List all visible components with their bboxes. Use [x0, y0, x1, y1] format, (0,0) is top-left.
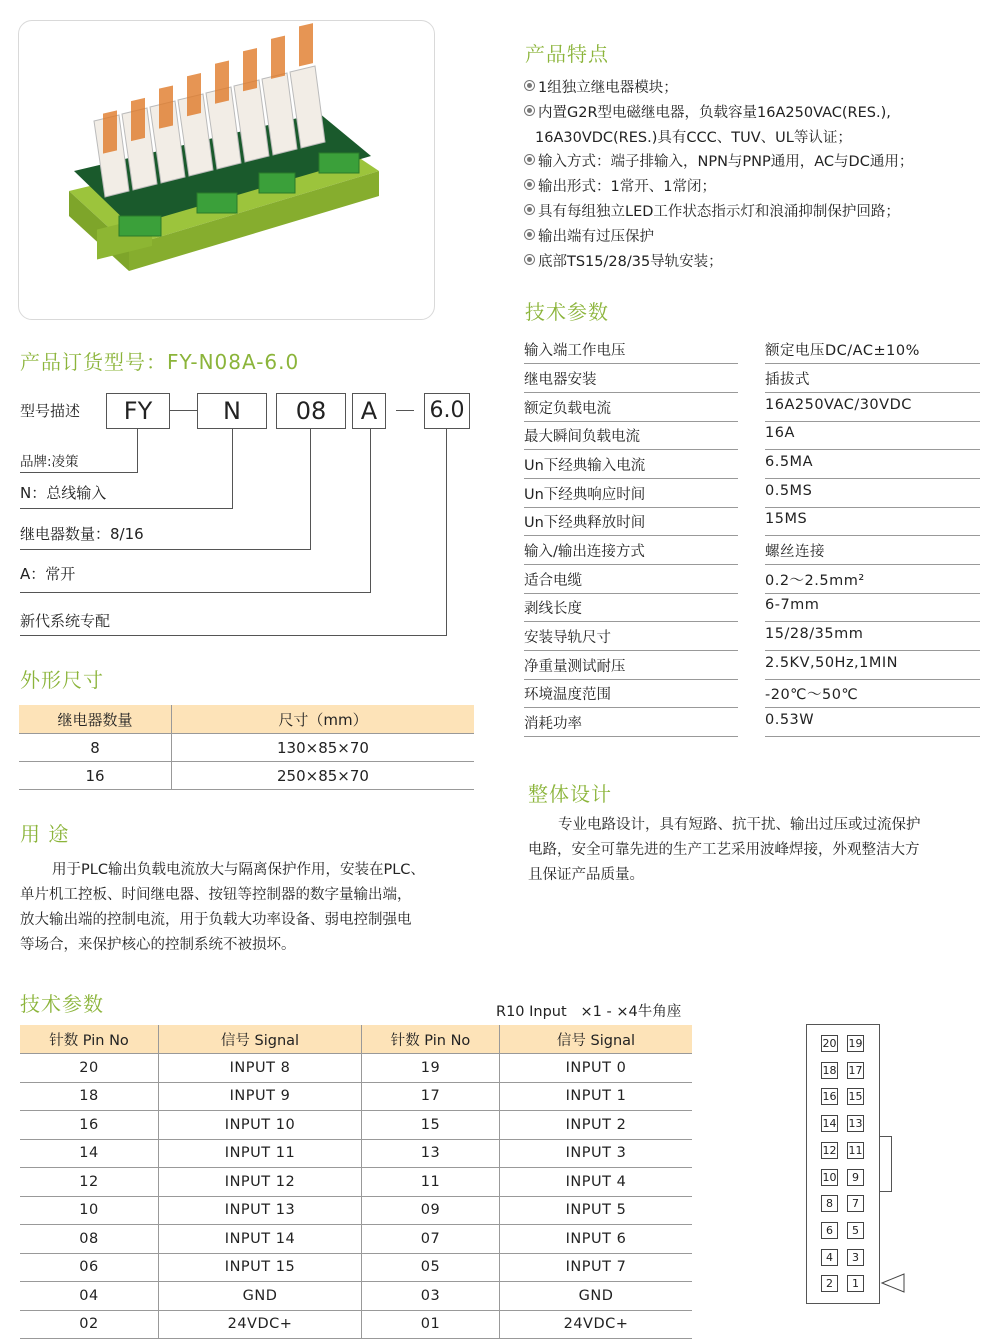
design-line: 电路，安全可靠先进的生产工艺采用波峰焊接，外观整洁大方 [528, 842, 920, 858]
table-cell: INPUT 3 [500, 1139, 693, 1168]
connector-pin: 1 [847, 1275, 864, 1292]
spec-value: 2.5KV,50Hz,1MIN [765, 655, 980, 680]
column-header: 信号 Signal [500, 1025, 693, 1054]
spec-row [524, 679, 980, 707]
connector-pin: 17 [848, 1063, 863, 1077]
leader-line [20, 508, 233, 509]
spec-label: 净重量测试耐压 [524, 655, 738, 680]
table-header-row [20, 1025, 692, 1054]
spec-value: 16A [765, 425, 980, 450]
code-dash [396, 410, 414, 411]
spec-value: 插拔式 [765, 368, 980, 393]
connector-pin: 20 [822, 1037, 837, 1050]
leader-line [310, 428, 311, 549]
table-row [20, 1168, 692, 1197]
spec-row [524, 622, 980, 650]
table-cell: 18 [20, 1082, 159, 1111]
table-cell: INPUT 15 [159, 1253, 362, 1282]
connector-diagram [806, 1024, 880, 1304]
spec-value: 0.2～2.5mm² [765, 569, 980, 594]
table-cell: 8 [19, 734, 172, 762]
feature-item: 1组独立继电器模块； [524, 76, 678, 97]
table-cell: 24VDC+ [159, 1310, 362, 1339]
spec-value: 额定电压DC/AC±10% [765, 339, 980, 364]
table-cell: INPUT 9 [159, 1082, 362, 1111]
spec-label: 最大瞬间负载电流 [524, 425, 738, 450]
spec-value: 0.53W [765, 712, 980, 737]
code-box-count: 08 [276, 393, 346, 429]
design-line: 专业电路设计，具有短路、抗干扰、输出过压或过流保护 [558, 817, 921, 833]
code-box-contact: A [352, 393, 386, 429]
usage-line: 放大输出端的控制电流，用于负载大功率设备、弱电控制强电 [20, 912, 412, 928]
product-photo [18, 20, 435, 320]
connector-note: R10 Input ×1 - ×4牛角座 [496, 1004, 682, 1020]
table-cell: 05 [362, 1253, 500, 1282]
system-desc: 新代系统专配 [20, 612, 111, 630]
feature-item-continued: 16A30VDC(RES.)具有CCC、TUV、UL等认证； [535, 130, 852, 146]
spec-value: 0.5MS [765, 483, 980, 508]
table-row [20, 1225, 692, 1254]
table-cell: 16 [20, 1111, 159, 1140]
spec-row [524, 507, 980, 535]
connector-pin: 14 [822, 1117, 837, 1131]
connector-pin: 12 [822, 1143, 837, 1157]
column-header: 继电器数量 [19, 705, 172, 734]
connector-pin: 9 [847, 1169, 864, 1186]
table-cell: INPUT 2 [500, 1111, 693, 1140]
spec-value: -20℃～50℃ [765, 683, 980, 708]
contact-desc: A：常开 [20, 565, 76, 583]
spec-row [524, 565, 980, 593]
spec-row [524, 593, 980, 621]
table-cell: INPUT 7 [500, 1253, 693, 1282]
spec-row [524, 479, 980, 507]
table-header-row [19, 705, 474, 734]
usage-line: 等场合，来保护核心的控制系统不被损坏。 [20, 937, 296, 953]
code-dash [169, 410, 197, 411]
feature-item: 内置G2R型电磁继电器，负载容量16A250VAC(RES.), [524, 101, 891, 122]
leader-line [20, 592, 371, 593]
connector-pin: 19 [848, 1037, 863, 1050]
spec-row [524, 335, 980, 363]
spec-row [524, 651, 980, 679]
leader-line [446, 428, 447, 635]
table-cell: INPUT 13 [159, 1196, 362, 1225]
specs-title: 技术参数 [525, 300, 609, 324]
table-cell: 13 [362, 1139, 500, 1168]
connector-pin: 8 [821, 1195, 838, 1212]
spec-row [524, 393, 980, 421]
table-cell: 09 [362, 1196, 500, 1225]
code-box-system: 6.0 [424, 393, 470, 429]
table-cell: 11 [362, 1168, 500, 1197]
spec-value: 6.5MA [765, 454, 980, 479]
spec-row [524, 450, 980, 478]
spec-label: 消耗功率 [524, 712, 738, 737]
connector-pin: 11 [848, 1143, 863, 1157]
table-cell: 02 [20, 1310, 159, 1339]
table-cell: 01 [362, 1310, 500, 1339]
table-cell: INPUT 8 [159, 1054, 362, 1083]
table-cell: 130×85×70 [172, 734, 475, 762]
feature-item: 具有每组独立LED工作状态指示灯和浪涌抑制保护回路； [524, 200, 900, 221]
table-row [20, 1310, 692, 1339]
table-cell: 19 [362, 1054, 500, 1083]
usage-line: 单片机工控板、时间继电器、按钮等控制器的数字量输出端， [20, 887, 412, 903]
table-cell: INPUT 0 [500, 1054, 693, 1083]
spec-label: 输入/输出连接方式 [524, 540, 738, 565]
connector-pin: 6 [821, 1222, 838, 1239]
leader-line [370, 428, 371, 592]
table-row [20, 1111, 692, 1140]
table-cell: INPUT 1 [500, 1082, 693, 1111]
pin1-arrow-icon [880, 1272, 906, 1294]
spec-value: 15MS [765, 511, 980, 536]
table-cell: 07 [362, 1225, 500, 1254]
spec-label: 输入端工作电压 [524, 339, 738, 364]
table-cell: INPUT 11 [159, 1139, 362, 1168]
design-line: 且保证产品质量。 [528, 867, 644, 883]
pins-title: 技术参数 [20, 992, 104, 1016]
table-row [20, 1253, 692, 1282]
table-cell: 12 [20, 1168, 159, 1197]
table-cell: 10 [20, 1196, 159, 1225]
connector-pin: 5 [847, 1222, 864, 1239]
connector-pin: 2 [821, 1275, 838, 1292]
table-cell: 03 [362, 1282, 500, 1311]
spec-value: 16A250VAC/30VDC [765, 397, 980, 422]
feature-item: 输出形式：1常开、1常闭； [524, 175, 716, 196]
connector-pin: 18 [822, 1063, 837, 1077]
table-cell: 20 [20, 1054, 159, 1083]
table-cell: INPUT 12 [159, 1168, 362, 1197]
leader-line [20, 635, 447, 636]
input-desc: N：总线输入 [20, 484, 107, 502]
spec-label: 安装导轨尺寸 [524, 626, 738, 651]
spec-row [524, 536, 980, 564]
table-cell: 250×85×70 [172, 762, 475, 790]
connector-pin: 4 [821, 1249, 838, 1266]
table-cell: 16 [19, 762, 172, 790]
brand-desc: 品牌:凌策 [20, 454, 79, 470]
table-row [19, 734, 474, 762]
column-header: 针数 Pin No [362, 1025, 500, 1054]
spec-label: Un下经典释放时间 [524, 511, 738, 536]
table-cell: 08 [20, 1225, 159, 1254]
table-row [19, 762, 474, 790]
leader-line [232, 428, 233, 508]
table-cell: INPUT 5 [500, 1196, 693, 1225]
table-cell: 24VDC+ [500, 1310, 693, 1339]
table-row [20, 1082, 692, 1111]
table-row [20, 1282, 692, 1311]
pin-table-body [20, 1054, 692, 1339]
spec-label: 继电器安装 [524, 368, 738, 393]
dimensions-table [19, 705, 474, 790]
table-cell: INPUT 14 [159, 1225, 362, 1254]
code-box-input: N [197, 393, 267, 429]
usage-title: 用 途 [20, 822, 70, 846]
connector-pin: 10 [822, 1170, 837, 1184]
feature-item: 输出端有过压保护 [524, 225, 654, 246]
feature-item: 输入方式：端子排输入，NPN与PNP通用，AC与DC通用； [524, 150, 913, 171]
dimensions-title: 外形尺寸 [20, 668, 104, 692]
feature-item: 底部TS15/28/35导轨安装； [524, 250, 723, 271]
table-row [20, 1139, 692, 1168]
leader-line [137, 428, 138, 472]
spec-label: Un下经典输入电流 [524, 454, 738, 479]
connector-pin: 15 [848, 1090, 863, 1104]
table-cell: INPUT 6 [500, 1225, 693, 1254]
pin-table [20, 1025, 692, 1339]
table-cell: 06 [20, 1253, 159, 1282]
usage-line: 用于PLC输出负载电流放大与隔离保护作用，安装在PLC、 [52, 862, 425, 878]
connector-pin: 3 [847, 1249, 864, 1266]
connector-key-notch [879, 1136, 892, 1192]
model-desc-label: 型号描述 [20, 402, 81, 420]
model-title: 产品订货型号：FY-N08A-6.0 [20, 350, 300, 374]
table-cell: 04 [20, 1282, 159, 1311]
spec-label: 环境温度范围 [524, 683, 738, 708]
design-title: 整体设计 [528, 782, 612, 806]
spec-label: 适合电缆 [524, 569, 738, 594]
column-header: 针数 Pin No [20, 1025, 159, 1054]
table-cell: 15 [362, 1111, 500, 1140]
table-cell: INPUT 4 [500, 1168, 693, 1197]
leader-line [20, 549, 311, 550]
spec-label: Un下经典响应时间 [524, 483, 738, 508]
spec-row [524, 708, 980, 736]
leader-line [20, 472, 138, 473]
spec-value: 6-7mm [765, 597, 980, 622]
spec-value: 15/28/35mm [765, 626, 980, 651]
table-cell: GND [500, 1282, 693, 1311]
table-cell: 17 [362, 1082, 500, 1111]
table-row [20, 1054, 692, 1083]
table-cell: INPUT 10 [159, 1111, 362, 1140]
table-row [20, 1196, 692, 1225]
column-header: 尺寸（mm） [172, 705, 475, 734]
spec-label: 剥线长度 [524, 597, 738, 622]
table-cell: 14 [20, 1139, 159, 1168]
table-cell: GND [159, 1282, 362, 1311]
relay-module-image [19, 21, 434, 319]
code-box-brand: FY [106, 393, 170, 429]
connector-pin: 7 [847, 1195, 864, 1212]
connector-pin: 16 [822, 1090, 837, 1104]
spec-label: 额定负载电流 [524, 397, 738, 422]
spec-row [524, 364, 980, 392]
column-header: 信号 Signal [159, 1025, 362, 1054]
connector-pin: 13 [848, 1117, 863, 1131]
spec-row [524, 421, 980, 449]
features-title: 产品特点 [525, 42, 609, 66]
spec-value: 螺丝连接 [765, 540, 980, 565]
count-desc: 继电器数量：8/16 [20, 525, 144, 543]
